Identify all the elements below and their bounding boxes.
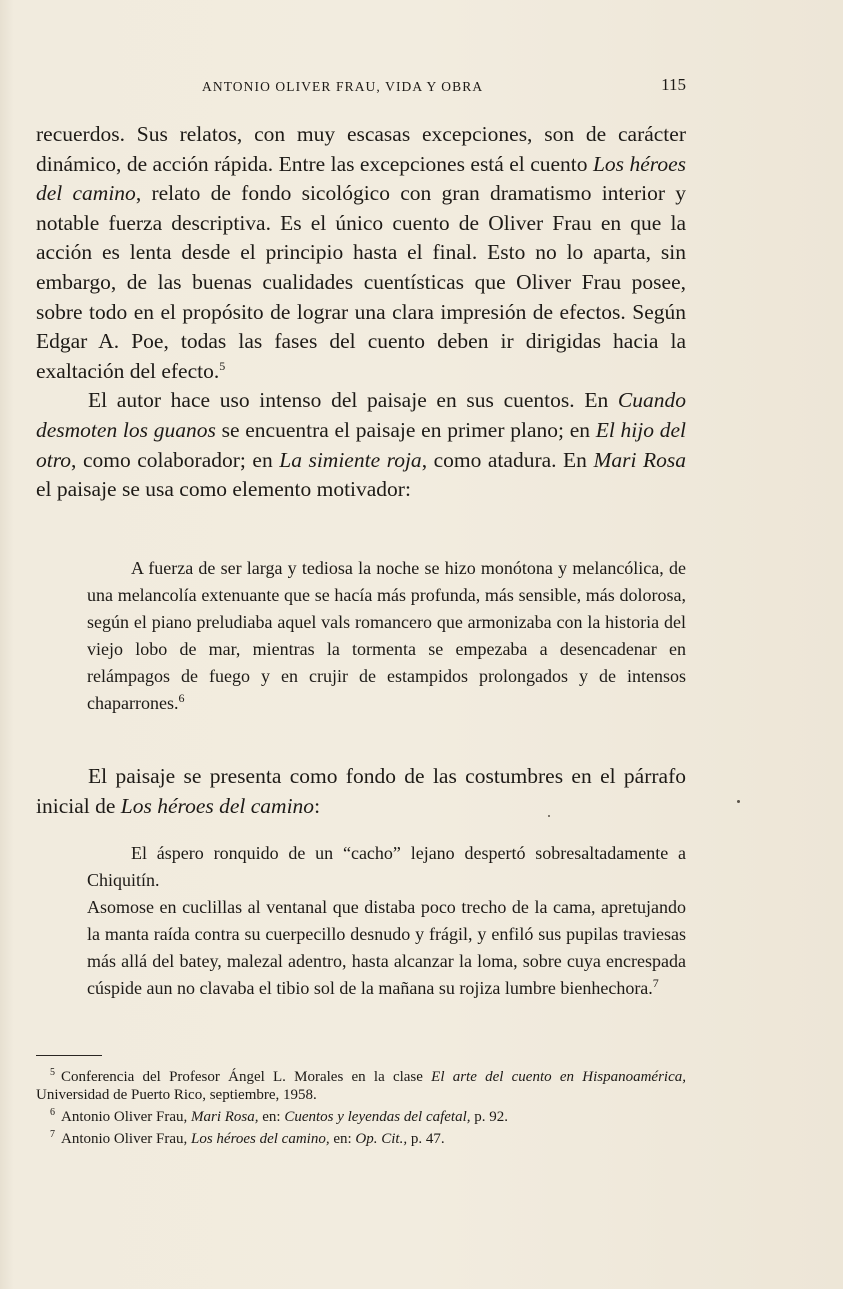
footnote-7: $^7$ Antonio Oliver Frau, Los héroes del camino, en: Op. Cit., p. 47. [50,1129,445,1147]
paragraph-2: El autor hace uso intenso del paisaje en sus cuentos. En Cuando desmoten los guanos se encuentra el paisaje en primer plano; en El hijo del otro, como colaborador; en La simiente roja, como atadura. En Mari Rosa el paisaje se usa como elemento motivador: [36,388,686,502]
story-title: Mari Rosa [593,447,686,472]
paragraph-3: El paisaje se presenta como fondo de las costumbres en el párrafo inicial de Los héroes del camino: [36,764,686,818]
footnote-ref: 5 [219,358,226,373]
footnote-ref: 7 [652,976,659,990]
page-header [36,75,686,97]
footnote-5: $^5$ Conferencia del Profesor Ángel L. Morales en la clase El arte del cuento en Hispanoamérica, Universidad de Puerto Rico, septiembre, 1958. [36,1067,686,1103]
paper-speck [737,800,740,803]
footnote-ref: 6 [178,691,185,705]
story-title: Los héroes del camino [120,793,315,818]
story-title: El hijo del otro [36,417,686,472]
footnote-rule [36,1055,102,1056]
story-title: Cuando desmoten los guanos [36,388,686,442]
paper-speck [548,815,550,817]
block-quote-1: A fuerza de ser larga y tediosa la noche se hizo monótona y melancólica, de una melancolía extenuante que se hacía más profunda, más sensible, más dolorosa, según el piano preludiaba aquel vals romancero que armonizaba con la historia del viejo lobo de mar, mientras la tormenta se empezaba a desencadenar en relámpagos de fuego y en crujir de estampidos prolongados y de intensos chaparrones.$^6$ [87,558,686,713]
running-head: ANTONIO OLIVER FRAU, VIDA Y OBRA [202,79,484,94]
story-title: Los héroes del camino [36,151,686,206]
block-quote-2: El áspero ronquido de un “cacho” lejano despertó sobresaltadamente a Chiquitín. Asomose en cuclillas al ventanal que distaba poco trecho de la cama, apretujando la manta raída contra su cuerpecillo desnudo y frágil, y enfiló sus pupilas traviesas más allá del batey, malezal adentro, hasta alcanzar la loma, sobre cuya encrespada cúspide aun no clavaba el tibio sol de la mañana su rojiza lumbre bienhechora.$^7$ [87,843,686,998]
body-text [36,120,686,505]
paragraph-1: recuerdos. Sus relatos, con muy escasas excepciones, son de carácter dinámico, de acción rápida. Entre las excepciones está el cuento Los héroes del camino, relato de fondo sicológico con gran dramatismo interior y notable fuerza descriptiva. Es el único cuento de Oliver Frau en que la acción es lenta desde el principio hasta el final. Esto no lo aparta, sin embargo, de las buenas cualidades cuentísticas que Oliver Frau posee, sobre todo en el propósito de lograr una clara impresión de efectos. Según Edgar A. Poe, todas las fases del cuento deben ir dirigidas hacia la exaltación del efecto.$^5$ [36,122,686,383]
footnote-6: $^6$ Antonio Oliver Frau, Mari Rosa, en: Cuentos y leyendas del cafetal, p. 92. [50,1107,509,1125]
page-number: 115 [661,75,686,94]
footnotes [36,1064,686,1148]
story-title: La simiente roja [279,447,422,472]
